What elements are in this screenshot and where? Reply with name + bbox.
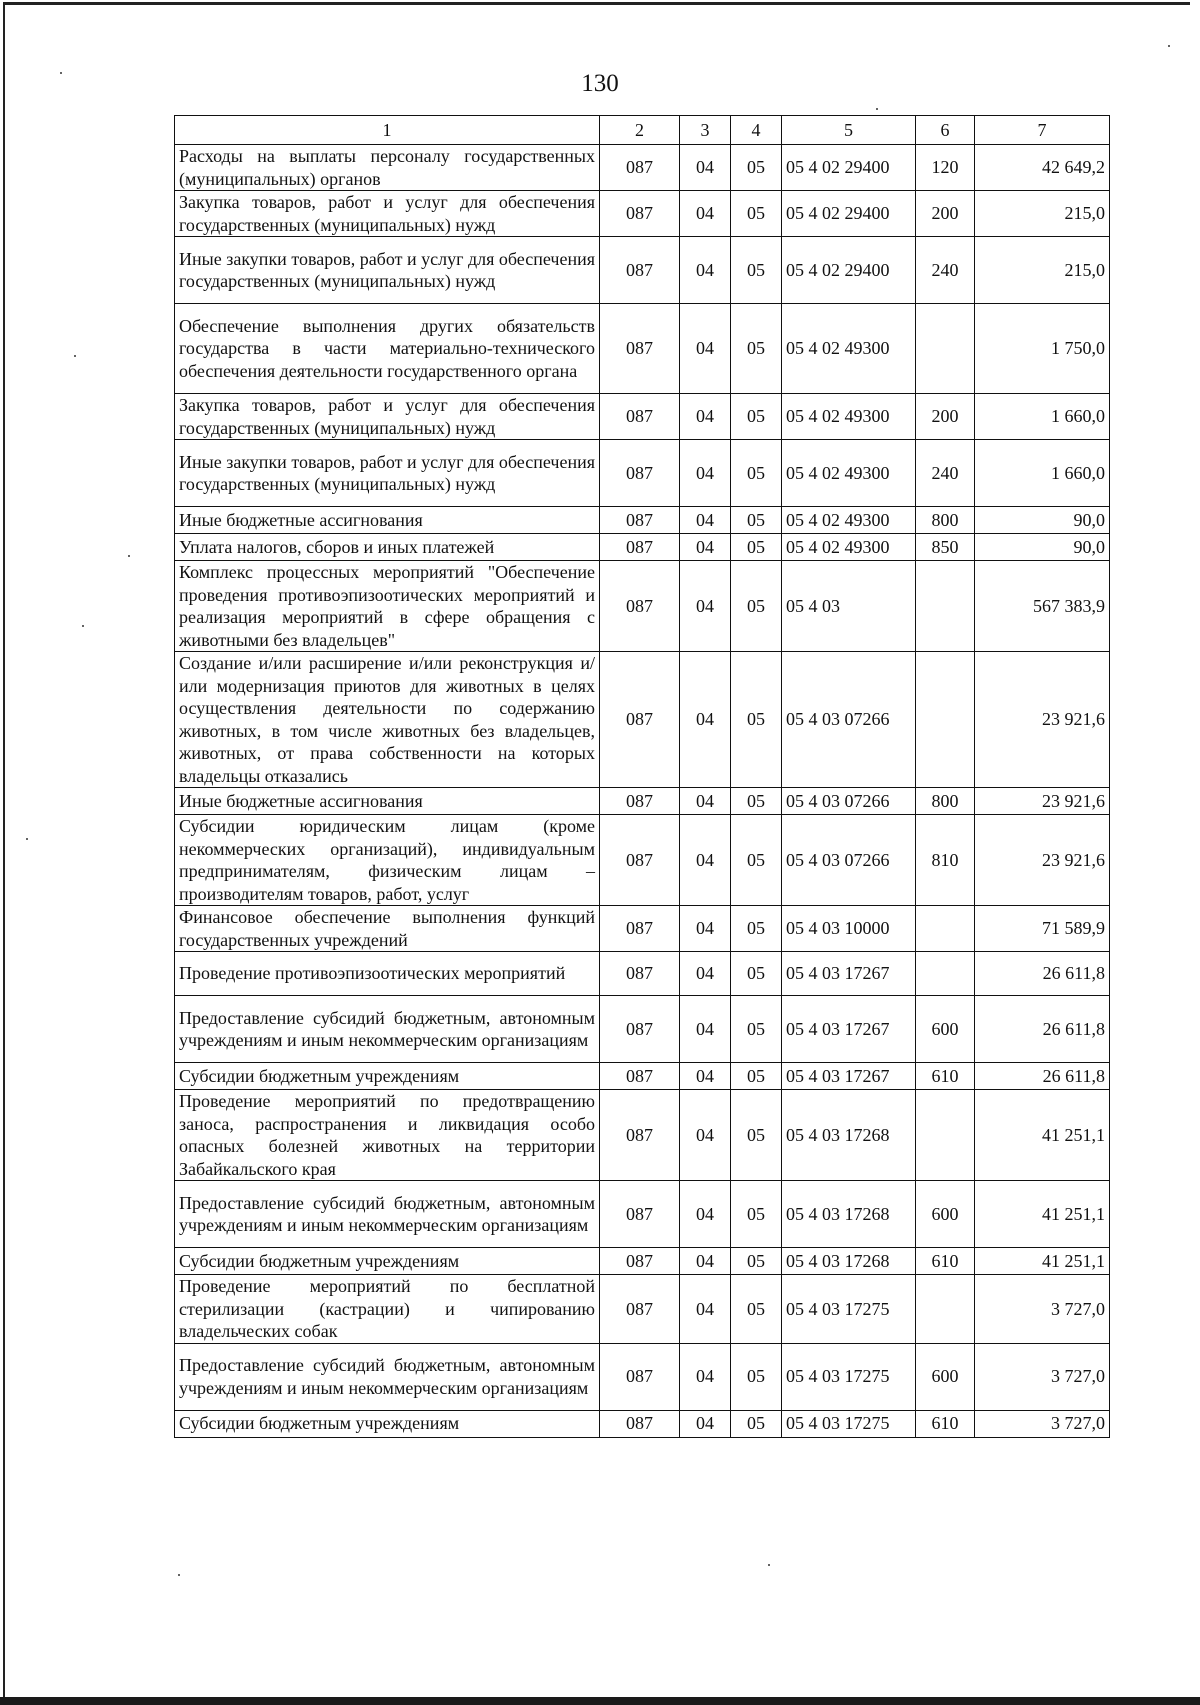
row-code-2: 087 — [600, 1275, 680, 1344]
row-code-2: 087 — [600, 440, 680, 507]
row-name: Субсидии бюджетным учреждениям — [175, 1248, 600, 1275]
scan-speck — [128, 555, 130, 557]
row-code-6: 200 — [916, 191, 975, 237]
row-code-4: 05 — [731, 996, 782, 1063]
column-header: 7 — [975, 116, 1110, 145]
table-row — [175, 534, 1110, 561]
row-code-2: 087 — [600, 788, 680, 815]
row-code-6: 600 — [916, 1181, 975, 1248]
row-code-2: 087 — [600, 996, 680, 1063]
scan-bottom-edge — [0, 1697, 1200, 1705]
row-code-5: 05 4 02 49300 — [782, 440, 916, 507]
row-amount: 41 251,1 — [975, 1181, 1110, 1248]
row-amount: 41 251,1 — [975, 1248, 1110, 1275]
row-code-2: 087 — [600, 145, 680, 191]
row-code-4: 05 — [731, 507, 782, 534]
table-row — [175, 1090, 1110, 1181]
row-code-4: 05 — [731, 394, 782, 440]
row-code-2: 087 — [600, 561, 680, 652]
table-row — [175, 788, 1110, 815]
row-code-6: 800 — [916, 507, 975, 534]
row-amount: 1 660,0 — [975, 440, 1110, 507]
row-code-6 — [916, 304, 975, 394]
row-code-3: 04 — [680, 1275, 731, 1344]
scan-speck — [1168, 45, 1170, 47]
row-code-5: 05 4 03 — [782, 561, 916, 652]
row-name: Иные бюджетные ассигнования — [175, 507, 600, 534]
column-header: 6 — [916, 116, 975, 145]
row-code-4: 05 — [731, 906, 782, 952]
row-code-2: 087 — [600, 1410, 680, 1437]
row-code-6: 600 — [916, 996, 975, 1063]
table-row — [175, 191, 1110, 237]
row-code-6: 610 — [916, 1063, 975, 1090]
row-code-2: 087 — [600, 952, 680, 996]
row-code-4: 05 — [731, 304, 782, 394]
table-row — [175, 952, 1110, 996]
row-code-4: 05 — [731, 952, 782, 996]
row-amount: 3 727,0 — [975, 1410, 1110, 1437]
row-code-4: 05 — [731, 237, 782, 304]
row-code-5: 05 4 03 17268 — [782, 1248, 916, 1275]
row-code-4: 05 — [731, 1181, 782, 1248]
row-code-3: 04 — [680, 561, 731, 652]
row-name: Проведение мероприятий по предотвращению заноса, распространения и ликвидация особо опасных болезней животных на территории Забайкальского края — [175, 1090, 600, 1181]
row-code-6: 610 — [916, 1248, 975, 1275]
scan-speck — [26, 838, 28, 840]
row-code-2: 087 — [600, 1090, 680, 1181]
row-amount: 215,0 — [975, 237, 1110, 304]
row-code-2: 087 — [600, 1063, 680, 1090]
row-code-5: 05 4 03 17275 — [782, 1275, 916, 1344]
row-code-3: 04 — [680, 237, 731, 304]
row-code-5: 05 4 03 07266 — [782, 788, 916, 815]
row-amount: 41 251,1 — [975, 1090, 1110, 1181]
table-row — [175, 561, 1110, 652]
row-code-6: 600 — [916, 1343, 975, 1410]
row-code-5: 05 4 03 17275 — [782, 1410, 916, 1437]
row-code-4: 05 — [731, 191, 782, 237]
budget-table — [174, 115, 1110, 1438]
row-code-6: 240 — [916, 237, 975, 304]
table-row — [175, 996, 1110, 1063]
row-name: Закупка товаров, работ и услуг для обеспечения государственных (муниципальных) нужд — [175, 191, 600, 237]
column-header: 4 — [731, 116, 782, 145]
row-code-6 — [916, 906, 975, 952]
table-row — [175, 304, 1110, 394]
row-code-2: 087 — [600, 815, 680, 906]
row-code-3: 04 — [680, 394, 731, 440]
row-code-5: 05 4 03 17267 — [782, 996, 916, 1063]
row-amount: 23 921,6 — [975, 788, 1110, 815]
row-name: Иные бюджетные ассигнования — [175, 788, 600, 815]
row-code-5: 05 4 02 29400 — [782, 237, 916, 304]
row-code-2: 087 — [600, 1343, 680, 1410]
row-code-6 — [916, 1275, 975, 1344]
row-code-4: 05 — [731, 1410, 782, 1437]
row-code-2: 087 — [600, 394, 680, 440]
row-amount: 3 727,0 — [975, 1343, 1110, 1410]
row-code-5: 05 4 03 10000 — [782, 906, 916, 952]
row-name: Проведение мероприятий по бесплатной стерилизации (кастрации) и чипированию владельческих собак — [175, 1275, 600, 1344]
row-name: Иные закупки товаров, работ и услуг для обеспечения государственных (муниципальных) нужд — [175, 440, 600, 507]
row-name: Закупка товаров, работ и услуг для обеспечения государственных (муниципальных) нужд — [175, 394, 600, 440]
table-row — [175, 1343, 1110, 1410]
row-code-3: 04 — [680, 652, 731, 788]
column-header: 2 — [600, 116, 680, 145]
row-name: Создание и/или расширение и/или реконструкция и/или модернизация приютов для животных в целях осуществления деятельности по содержанию животных, в том числе животных без владельцев, животных, от права собственности на которых владельцы отказались — [175, 652, 600, 788]
table-row — [175, 394, 1110, 440]
row-code-5: 05 4 03 17268 — [782, 1181, 916, 1248]
row-code-5: 05 4 03 07266 — [782, 815, 916, 906]
row-amount: 42 649,2 — [975, 145, 1110, 191]
row-code-4: 05 — [731, 440, 782, 507]
row-code-4: 05 — [731, 561, 782, 652]
row-code-6: 240 — [916, 440, 975, 507]
row-code-3: 04 — [680, 440, 731, 507]
row-code-4: 05 — [731, 534, 782, 561]
row-name: Обеспечение выполнения других обязательств государства в части материально-технического обеспечения деятельности государственного органа — [175, 304, 600, 394]
row-code-3: 04 — [680, 815, 731, 906]
row-amount: 1 750,0 — [975, 304, 1110, 394]
table-row — [175, 237, 1110, 304]
scan-speck — [876, 108, 878, 110]
row-code-2: 087 — [600, 507, 680, 534]
row-amount: 71 589,9 — [975, 906, 1110, 952]
scan-speck — [60, 72, 62, 74]
row-code-5: 05 4 02 49300 — [782, 304, 916, 394]
row-name: Субсидии юридическим лицам (кроме некоммерческих организаций), индивидуальным предпринимателям, физическим лицам – производителям товаров, работ, услуг — [175, 815, 600, 906]
row-code-2: 087 — [600, 1248, 680, 1275]
table-row — [175, 440, 1110, 507]
row-code-3: 04 — [680, 906, 731, 952]
row-code-2: 087 — [600, 191, 680, 237]
row-code-3: 04 — [680, 1343, 731, 1410]
row-code-3: 04 — [680, 1090, 731, 1181]
column-header: 3 — [680, 116, 731, 145]
table-header-row — [175, 116, 1110, 145]
row-code-2: 087 — [600, 1181, 680, 1248]
row-code-3: 04 — [680, 1181, 731, 1248]
table-row — [175, 1275, 1110, 1344]
row-name: Комплекс процессных мероприятий "Обеспечение проведения противоэпизоотических мероприятий и реализация мероприятий в сфере обращения с животными без владельцев" — [175, 561, 600, 652]
row-amount: 3 727,0 — [975, 1275, 1110, 1344]
row-code-5: 05 4 02 29400 — [782, 191, 916, 237]
table-row — [175, 1181, 1110, 1248]
row-code-3: 04 — [680, 534, 731, 561]
row-name: Финансовое обеспечение выполнения функций государственных учреждений — [175, 906, 600, 952]
row-amount: 215,0 — [975, 191, 1110, 237]
row-code-4: 05 — [731, 788, 782, 815]
row-amount: 23 921,6 — [975, 652, 1110, 788]
row-code-5: 05 4 03 17275 — [782, 1343, 916, 1410]
row-code-5: 05 4 02 49300 — [782, 534, 916, 561]
row-code-3: 04 — [680, 1410, 731, 1437]
row-code-2: 087 — [600, 652, 680, 788]
row-code-5: 05 4 03 17268 — [782, 1090, 916, 1181]
row-code-5: 05 4 03 17267 — [782, 1063, 916, 1090]
row-amount: 90,0 — [975, 534, 1110, 561]
scan-speck — [178, 1574, 180, 1576]
row-amount: 26 611,8 — [975, 1063, 1110, 1090]
row-code-2: 087 — [600, 906, 680, 952]
row-code-3: 04 — [680, 788, 731, 815]
row-code-4: 05 — [731, 652, 782, 788]
row-code-6: 800 — [916, 788, 975, 815]
row-code-4: 05 — [731, 1248, 782, 1275]
row-code-6: 610 — [916, 1410, 975, 1437]
row-code-4: 05 — [731, 1090, 782, 1181]
row-name: Иные закупки товаров, работ и услуг для обеспечения государственных (муниципальных) нужд — [175, 237, 600, 304]
row-code-4: 05 — [731, 1063, 782, 1090]
row-code-3: 04 — [680, 1063, 731, 1090]
row-amount: 26 611,8 — [975, 952, 1110, 996]
row-code-3: 04 — [680, 507, 731, 534]
row-code-6 — [916, 1090, 975, 1181]
table-row — [175, 906, 1110, 952]
row-amount: 567 383,9 — [975, 561, 1110, 652]
row-name: Субсидии бюджетным учреждениям — [175, 1410, 600, 1437]
row-code-5: 05 4 02 49300 — [782, 394, 916, 440]
row-code-4: 05 — [731, 1275, 782, 1344]
row-code-3: 04 — [680, 145, 731, 191]
column-header: 5 — [782, 116, 916, 145]
table-row — [175, 815, 1110, 906]
row-code-4: 05 — [731, 145, 782, 191]
page-number: 130 — [581, 70, 619, 97]
row-code-3: 04 — [680, 1248, 731, 1275]
scan-speck — [74, 355, 76, 357]
row-code-3: 04 — [680, 996, 731, 1063]
row-code-6: 200 — [916, 394, 975, 440]
table-row — [175, 507, 1110, 534]
row-code-3: 04 — [680, 191, 731, 237]
row-code-6 — [916, 952, 975, 996]
row-code-3: 04 — [680, 952, 731, 996]
row-name: Проведение противоэпизоотических мероприятий — [175, 952, 600, 996]
row-code-6: 120 — [916, 145, 975, 191]
row-amount: 90,0 — [975, 507, 1110, 534]
table-row — [175, 652, 1110, 788]
row-name: Предоставление субсидий бюджетным, автономным учреждениям и иным некоммерческим организациям — [175, 996, 600, 1063]
row-code-6: 810 — [916, 815, 975, 906]
row-name: Субсидии бюджетным учреждениям — [175, 1063, 600, 1090]
row-code-2: 087 — [600, 237, 680, 304]
row-code-4: 05 — [731, 1343, 782, 1410]
row-name: Предоставление субсидий бюджетным, автономным учреждениям и иным некоммерческим организациям — [175, 1181, 600, 1248]
row-code-5: 05 4 02 29400 — [782, 145, 916, 191]
row-code-2: 087 — [600, 534, 680, 561]
row-code-5: 05 4 03 07266 — [782, 652, 916, 788]
row-code-6 — [916, 561, 975, 652]
row-code-3: 04 — [680, 304, 731, 394]
row-amount: 26 611,8 — [975, 996, 1110, 1063]
scan-speck — [768, 1564, 770, 1566]
scan-speck — [82, 625, 84, 627]
row-amount: 23 921,6 — [975, 815, 1110, 906]
column-header: 1 — [175, 116, 600, 145]
row-code-2: 087 — [600, 304, 680, 394]
row-code-6 — [916, 652, 975, 788]
row-code-5: 05 4 02 49300 — [782, 507, 916, 534]
table-row — [175, 1063, 1110, 1090]
row-name: Предоставление субсидий бюджетным, автономным учреждениям и иным некоммерческим организациям — [175, 1343, 600, 1410]
table-row — [175, 1410, 1110, 1437]
table-row — [175, 1248, 1110, 1275]
row-code-5: 05 4 03 17267 — [782, 952, 916, 996]
row-name: Уплата налогов, сборов и иных платежей — [175, 534, 600, 561]
row-amount: 1 660,0 — [975, 394, 1110, 440]
row-code-6: 850 — [916, 534, 975, 561]
row-code-4: 05 — [731, 815, 782, 906]
table-row — [175, 145, 1110, 191]
row-name: Расходы на выплаты персоналу государственных (муниципальных) органов — [175, 145, 600, 191]
